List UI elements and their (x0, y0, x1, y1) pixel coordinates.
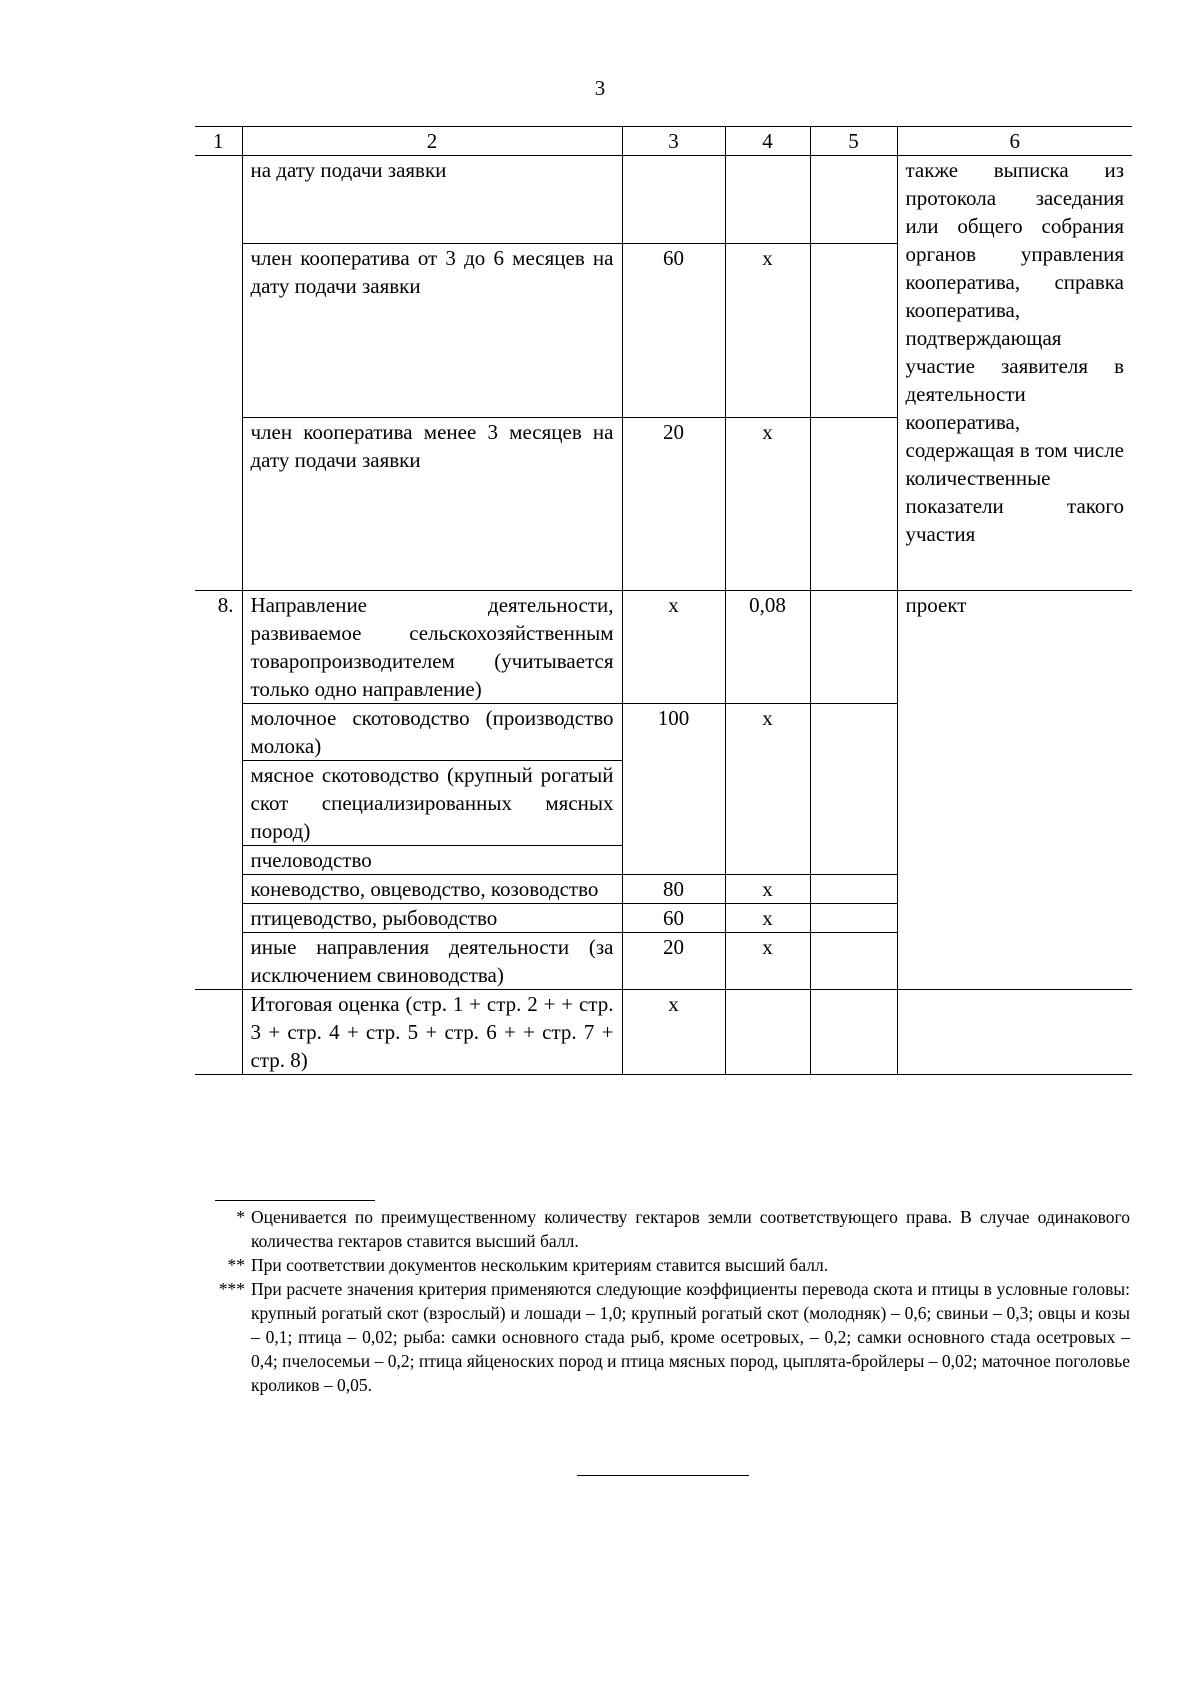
criterion-cell: пчеловодство (242, 846, 622, 875)
rating-cell (810, 156, 897, 244)
weight-cell: х (725, 933, 810, 990)
footnote-mark: *** (218, 1279, 245, 1299)
footnote-mark: * (236, 1207, 245, 1227)
table-row (195, 156, 1132, 244)
rating-cell (810, 417, 897, 590)
total-criterion-cell: Итоговая оценка (стр. 1 + стр. 2 + + стр. 3 + стр. 4 + стр. 5 + стр. 6 + + стр. 7 + стр. 8) (242, 990, 622, 1075)
criterion-cell: иные направления деятельности (за исключением свиноводства) (242, 933, 622, 990)
score-cell: х (622, 591, 725, 704)
criterion-cell: член кооператива от 3 до 6 месяцев на дату подачи заявки (242, 244, 622, 417)
criterion-cell: коневодство, овцеводство, козоводство (242, 875, 622, 904)
criterion-cell: Направление деятельности, развиваемое сельскохозяйственным товаропроизводителем (учитывается только одно направление) (242, 591, 622, 704)
criterion-cell: на дату подачи заявки (242, 156, 622, 244)
criterion-cell: молочное скотоводство (производство молока) (242, 704, 622, 761)
score-cell: 20 (622, 417, 725, 590)
score-cell: 60 (622, 904, 725, 933)
rating-cell (810, 933, 897, 990)
footnote-text: При расчете значения критерия применяются следующие коэффициенты перевода скота и птицы в условные головы: крупный рогатый скот (взрослый) и лошади – 1,0; крупный рогатый скот (молодняк) – 0,6; свиньи – 0,3; овцы и козы – 0,1; птица – 0,02; рыба: самки основного стада рыб, кроме осетровых, – 0,2; самки основного стада осетровых – 0,4; пчелосемьи – 0,2; птица яйценоских пород и птица мясных пород, цыплята-бройлеры – 0,02; маточное поголовье кроликов – 0,05. (251, 1279, 1130, 1395)
row-number-cell: 8. (195, 591, 242, 990)
total-row (195, 990, 1132, 1075)
criterion-cell: член кооператива менее 3 месяцев на дату подачи заявки (242, 417, 622, 590)
column-header-5: 5 (810, 127, 897, 156)
column-header-6: 6 (897, 127, 1132, 156)
score-cell: 80 (622, 875, 725, 904)
column-header-4: 4 (725, 127, 810, 156)
column-header-2: 2 (242, 127, 622, 156)
footnote-text: При соответствии документов нескольким критериям ставится высший балл. (251, 1255, 829, 1275)
rating-cell (810, 990, 897, 1075)
end-of-document-line (577, 1475, 749, 1476)
weight-cell (725, 990, 810, 1075)
score-cell: 60 (622, 244, 725, 417)
rating-cell (810, 875, 897, 904)
row-number-cell (195, 156, 242, 591)
criteria-table (195, 126, 1132, 1075)
column-header-3: 3 (622, 127, 725, 156)
footnote-mark: ** (227, 1255, 245, 1275)
rating-cell (810, 591, 897, 704)
page-number: 3 (594, 76, 606, 100)
score-cell: 20 (622, 933, 725, 990)
weight-cell: х (725, 417, 810, 590)
weight-cell: х (725, 244, 810, 417)
weight-cell (725, 156, 810, 244)
footnote-separator (215, 1200, 375, 1201)
weight-cell: 0,08 (725, 591, 810, 704)
table-header-row (195, 127, 1132, 156)
score-cell: 100 (622, 704, 725, 875)
footnotes (205, 1205, 1130, 1397)
footnote (205, 1277, 1130, 1397)
column-header-1: 1 (195, 127, 242, 156)
weight-cell: х (725, 704, 810, 875)
documents-cell: также выписка из протокола заседания или общего собрания органов управления кооператива, справка кооператива, подтверждающая участие заявителя в деятельности кооператива, содержащая в том числе количественные показатели такого участия (897, 156, 1132, 591)
footnote (205, 1205, 1130, 1253)
score-cell (622, 156, 725, 244)
footnote-text: Оценивается по преимущественному количеству гектаров земли соответствующего права. В случае одинакового количества гектаров ставится высший балл. (251, 1207, 1130, 1251)
documents-cell: проект (897, 591, 1132, 990)
rating-cell (810, 904, 897, 933)
footnote (205, 1253, 1130, 1277)
rating-cell (810, 704, 897, 875)
documents-cell (897, 990, 1132, 1075)
weight-cell: х (725, 904, 810, 933)
criterion-cell: мясное скотоводство (крупный рогатый скот специализированных мясных пород) (242, 761, 622, 846)
criterion-cell: птицеводство, рыбоводство (242, 904, 622, 933)
table-row (195, 591, 1132, 704)
row-number-cell (195, 990, 242, 1075)
weight-cell: х (725, 875, 810, 904)
rating-cell (810, 244, 897, 417)
score-cell: х (622, 990, 725, 1075)
